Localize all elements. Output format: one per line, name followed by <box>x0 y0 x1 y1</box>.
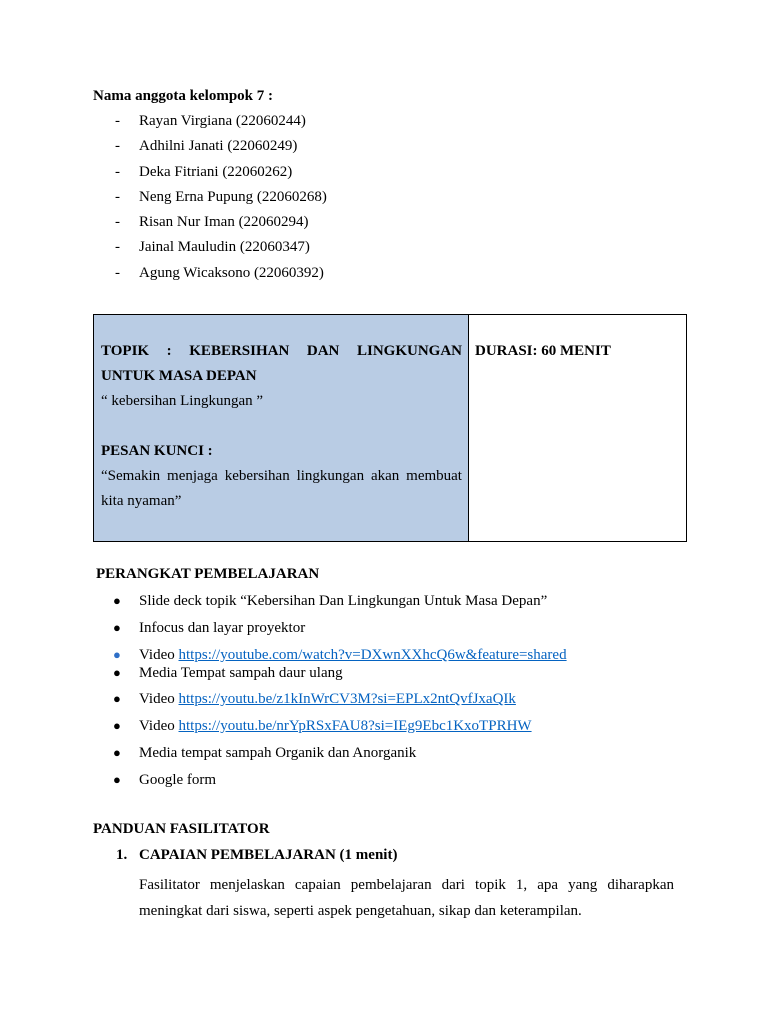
member-name: Rayan Virgiana (22060244) <box>139 113 306 129</box>
topic-word: : <box>166 343 172 359</box>
topic-line-2: UNTUK MASA DEPAN <box>101 368 257 384</box>
topic-word: TOPIK <box>101 343 150 359</box>
tool-prefix: Video <box>139 691 179 707</box>
tool-item <box>113 770 673 797</box>
item-heading: CAPAIAN PEMBELAJARAN (1 menit) <box>139 847 398 863</box>
guide-paragraph: Fasilitator menjelaskan capaian pembelajaran dari topik 1, apa yang diharapkan meningkat dari siswa, seperti aspek pengetahuan, sikap dan keterampilan. <box>139 877 674 919</box>
topic-word: DAN <box>306 343 340 359</box>
tool-item <box>113 618 673 645</box>
member-name: Neng Erna Pupung (22060268) <box>139 188 327 205</box>
topic-table <box>93 314 687 542</box>
dash-marker: - <box>115 113 120 129</box>
members-list <box>93 111 327 288</box>
tool-prefix: Video <box>139 647 179 663</box>
tool-text: Media tempat sampah Organik dan Anorganik <box>139 745 417 761</box>
key-message-line-1 <box>101 464 462 489</box>
key-message-word: lingkungan <box>296 468 365 484</box>
tools-list <box>113 591 673 797</box>
tool-item <box>113 743 673 770</box>
key-message-word: akan <box>370 468 400 484</box>
dash-marker: - <box>115 163 120 180</box>
tool-item <box>113 689 673 716</box>
member-name: Deka Fitriani (22060262) <box>139 163 293 180</box>
key-message-word: menjaga <box>167 468 218 484</box>
member-item <box>93 136 327 161</box>
key-message-word: “Semakin <box>101 468 161 484</box>
tool-prefix: Video <box>139 718 179 734</box>
tool-text: Media Tempat sampah daur ulang <box>139 665 343 681</box>
spacer <box>101 414 462 439</box>
duration-label: DURASI: 60 MENIT <box>475 343 611 359</box>
tool-text: Slide deck topik “Kebersihan Dan Lingkungan Untuk Masa Depan” <box>139 593 548 609</box>
bullet-icon: ● <box>113 745 121 760</box>
dash-marker: - <box>115 188 120 205</box>
bullet-icon: ● <box>113 647 121 662</box>
tool-item <box>113 591 673 618</box>
video-link[interactable]: https://youtu.be/nrYpRSxFAU8?si=IEg9Ebc1KxoTPRHW <box>178 718 532 734</box>
topic-line-1 <box>101 339 462 364</box>
member-item <box>93 212 327 237</box>
video-link[interactable]: https://youtu.be/z1kInWrCV3M?si=EPLx2ntQvfJxaQIk <box>178 691 516 707</box>
item-number: 1. <box>116 847 128 863</box>
tool-item <box>113 663 673 689</box>
dash-marker: - <box>115 214 120 231</box>
member-item <box>93 263 327 288</box>
member-name: Risan Nur Iman (22060294) <box>139 214 309 231</box>
member-item <box>93 111 327 136</box>
duration-cell <box>469 315 686 541</box>
bullet-icon: ● <box>113 718 121 733</box>
member-item <box>93 237 327 262</box>
tool-item <box>113 716 673 743</box>
key-message-word: membuat <box>406 468 462 484</box>
tool-item <box>113 645 673 663</box>
dash-marker: - <box>115 264 120 281</box>
topic-word: KEBERSIHAN <box>189 343 290 359</box>
tool-text: Google form <box>139 772 217 788</box>
tools-heading: PERANGKAT PEMBELAJARAN <box>96 566 320 582</box>
member-name: Adhilni Janati (22060249) <box>139 138 298 155</box>
member-name: Jainal Mauludin (22060347) <box>139 239 310 256</box>
dash-marker: - <box>115 138 120 155</box>
member-item <box>93 187 327 212</box>
bullet-icon: ● <box>113 772 121 787</box>
key-message-word: kebersihan <box>224 468 290 484</box>
topic-cell <box>94 315 469 541</box>
topic-word: LINGKUNGAN <box>356 343 462 359</box>
member-name: Agung Wicaksono (22060392) <box>139 264 324 281</box>
guide-heading: PANDUAN FASILITATOR <box>93 821 270 837</box>
bullet-icon: ● <box>113 665 121 680</box>
key-message-line-2: kita nyaman” <box>101 493 182 509</box>
bullet-icon: ● <box>113 691 121 706</box>
member-item <box>93 162 327 187</box>
dash-marker: - <box>115 239 120 256</box>
video-link[interactable]: https://youtube.com/watch?v=DXwnXXhcQ6w&feature=shared <box>178 647 567 663</box>
bullet-icon: ● <box>113 620 121 635</box>
tool-text: Infocus dan layar proyektor <box>139 620 306 636</box>
bullet-icon: ● <box>113 593 121 608</box>
key-message-label: PESAN KUNCI : <box>101 443 213 459</box>
topic-subtitle: “ kebersihan Lingkungan ” <box>101 393 264 409</box>
members-heading: Nama anggota kelompok 7 : <box>93 88 274 104</box>
